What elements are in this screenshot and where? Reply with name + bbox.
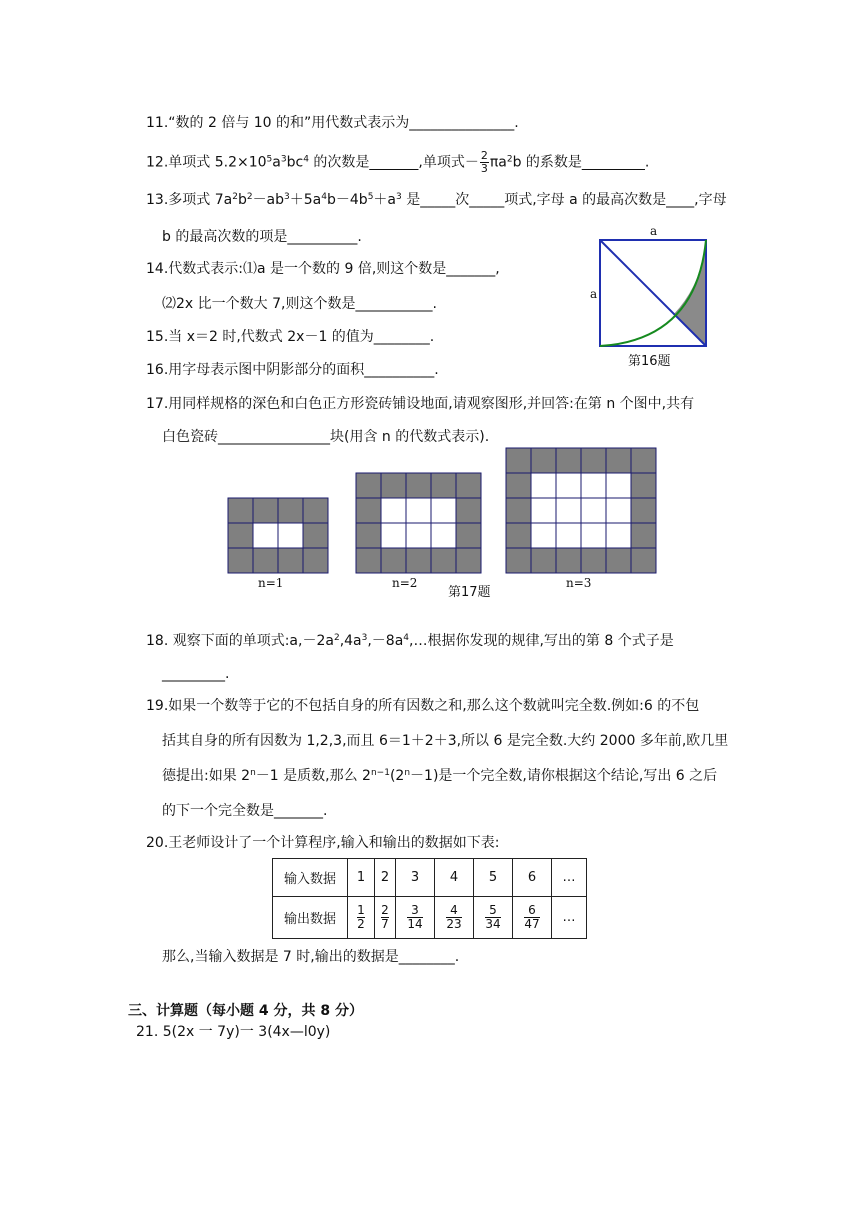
input-cell: 2 (375, 859, 396, 897)
white-tile (253, 523, 278, 548)
tile-pattern-n2 (356, 473, 481, 573)
dark-tile (253, 498, 278, 523)
question-19-line4: 的下一个完全数是_______. (162, 803, 328, 819)
question-12: 12.单项式 $5.2\times 10^5a^3bc^4$ 的次数是_______,单项式－ $\frac{2}{3}$ $\pi a^2b$ 的系数是_________. (146, 149, 650, 175)
dark-tile (506, 523, 531, 548)
dark-tile (303, 548, 328, 573)
dark-tile (381, 473, 406, 498)
question-15: 15.当 x＝2 时,代数式 2x－1 的值为________. (146, 329, 435, 345)
row-header-input: 输入数据 (273, 859, 348, 897)
dark-tile (631, 523, 656, 548)
dark-tile (303, 523, 328, 548)
output-cell: $\frac{1}{2}$ (348, 897, 375, 939)
dark-tile (456, 523, 481, 548)
output-cell: $\frac{6}{47}$ (513, 897, 552, 939)
question-20-line2: 那么,当输入数据是 7 时,输出的数据是________. (162, 949, 460, 965)
dark-tile (606, 548, 631, 573)
dark-tile (456, 473, 481, 498)
fig16-caption: 第16题 (628, 354, 671, 369)
figure-16 (596, 236, 716, 351)
dark-tile (556, 548, 581, 573)
question-21: 21. 5(2x 一 7y)一 3(4x—l0y) (136, 1024, 331, 1040)
white-tile (531, 473, 556, 498)
input-cell: … (552, 859, 587, 897)
dark-tile (531, 448, 556, 473)
dark-tile (631, 473, 656, 498)
dark-tile (381, 548, 406, 573)
dark-tile (506, 548, 531, 573)
output-cell: $\frac{5}{34}$ (474, 897, 513, 939)
tile-pattern-n1 (228, 498, 328, 573)
io-table (272, 858, 587, 939)
dark-tile (228, 548, 253, 573)
output-cell: $\frac{3}{14}$ (396, 897, 435, 939)
white-tile (556, 523, 581, 548)
question-13-line1: 13.多项式 $7a^2b^2-ab^3+5a^4b-4b^5+a^3$ 是_____次_____项式,字母 a 的最高次数是____,字母 (146, 192, 727, 208)
white-tile (606, 473, 631, 498)
dark-tile (228, 523, 253, 548)
white-tile (531, 498, 556, 523)
question-16: 16.用字母表示图中阴影部分的面积__________. (146, 362, 439, 378)
fig17-caption: 第17题 (448, 585, 491, 600)
dark-tile (506, 448, 531, 473)
input-cell: 6 (513, 859, 552, 897)
question-19-line3: 德提出:如果 $2^n-1$ 是质数,那么 $2^{n-1}(2^n-1)$是一个完全数,请你根据这个结论,写出 6 之后 (162, 768, 718, 784)
fig16-left-label: a (590, 287, 598, 301)
dark-tile (356, 523, 381, 548)
white-tile (556, 498, 581, 523)
dark-tile (631, 498, 656, 523)
question-13-line2: b 的最高次数的项是__________. (162, 229, 362, 245)
question-19-line2: 括其自身的所有因数为 1,2,3,而且 6＝1＋2＋3,所以 6 是完全数.大约 2000 多年前,欧几里 (162, 733, 729, 749)
white-tile (278, 523, 303, 548)
dark-tile (228, 498, 253, 523)
white-tile (556, 473, 581, 498)
dark-tile (581, 548, 606, 573)
question-14-line2: ⑵2x 比一个数大 7,则这个数是___________. (162, 296, 437, 312)
white-tile (581, 498, 606, 523)
question-14-line1: 14.代数式表示:⑴a 是一个数的 9 倍,则这个数是_______, (146, 261, 500, 277)
dark-tile (556, 448, 581, 473)
dark-tile (506, 498, 531, 523)
dark-tile (606, 448, 631, 473)
dark-tile (531, 548, 556, 573)
output-cell: … (552, 897, 587, 939)
question-17-line2: 白色瓷砖________________块(用含 n 的代数式表示). (162, 429, 490, 445)
dark-tile (456, 498, 481, 523)
dark-tile (506, 473, 531, 498)
output-cell: $\frac{2}{7}$ (375, 897, 396, 939)
dark-tile (631, 548, 656, 573)
question-20-line1: 20.王老师设计了一个计算程序,输入和输出的数据如下表: (146, 835, 500, 851)
dark-tile (253, 548, 278, 573)
white-tile (431, 498, 456, 523)
white-tile (406, 498, 431, 523)
white-tile (581, 523, 606, 548)
white-tile (381, 498, 406, 523)
question-19-line1: 19.如果一个数等于它的不包括自身的所有因数之和,那么这个数就叫完全数.例如:6 的不包 (146, 698, 700, 714)
figure-17-tiles (226, 446, 666, 576)
input-cell: 5 (474, 859, 513, 897)
fraction-two-thirds: $\frac{2}{3}$ (480, 149, 488, 175)
fig16-top-label: a (650, 224, 658, 238)
input-cell: 1 (348, 859, 375, 897)
dark-tile (631, 448, 656, 473)
white-tile (381, 523, 406, 548)
white-tile (406, 523, 431, 548)
dark-tile (431, 548, 456, 573)
output-cell: $\frac{4}{23}$ (435, 897, 474, 939)
white-tile (531, 523, 556, 548)
row-header-output: 输出数据 (273, 897, 348, 939)
tile-pattern-n3 (506, 448, 656, 573)
dark-tile (406, 473, 431, 498)
tile-label-n2: n=2 (392, 576, 418, 590)
question-11: 11.“数的 2 倍与 10 的和”用代数式表示为_______________. (146, 115, 519, 131)
question-18-line2: _________. (162, 666, 230, 682)
white-tile (431, 523, 456, 548)
input-cell: 4 (435, 859, 474, 897)
dark-tile (356, 473, 381, 498)
question-17-line1: 17.用同样规格的深色和白色正方形瓷砖铺设地面,请观察图形,并回答:在第 n 个图中,共有 (146, 396, 695, 412)
dark-tile (356, 498, 381, 523)
dark-tile (356, 548, 381, 573)
dark-tile (303, 498, 328, 523)
dark-tile (456, 548, 481, 573)
question-18-line1: 18. 观察下面的单项式$:a,-2a^2,4a^3,-8a^4,\dots$根据你发现的规律,写出的第 8 个式子是 (146, 633, 674, 649)
dark-tile (406, 548, 431, 573)
input-cell: 3 (396, 859, 435, 897)
white-tile (606, 498, 631, 523)
section-3-title: 三、计算题（每小题 4 分，共 8 分） (128, 1003, 363, 1019)
white-tile (581, 473, 606, 498)
dark-tile (278, 548, 303, 573)
dark-tile (431, 473, 456, 498)
dark-tile (278, 498, 303, 523)
dark-tile (581, 448, 606, 473)
tile-label-n3: n=3 (566, 576, 592, 590)
tile-label-n1: n=1 (258, 576, 284, 590)
white-tile (606, 523, 631, 548)
